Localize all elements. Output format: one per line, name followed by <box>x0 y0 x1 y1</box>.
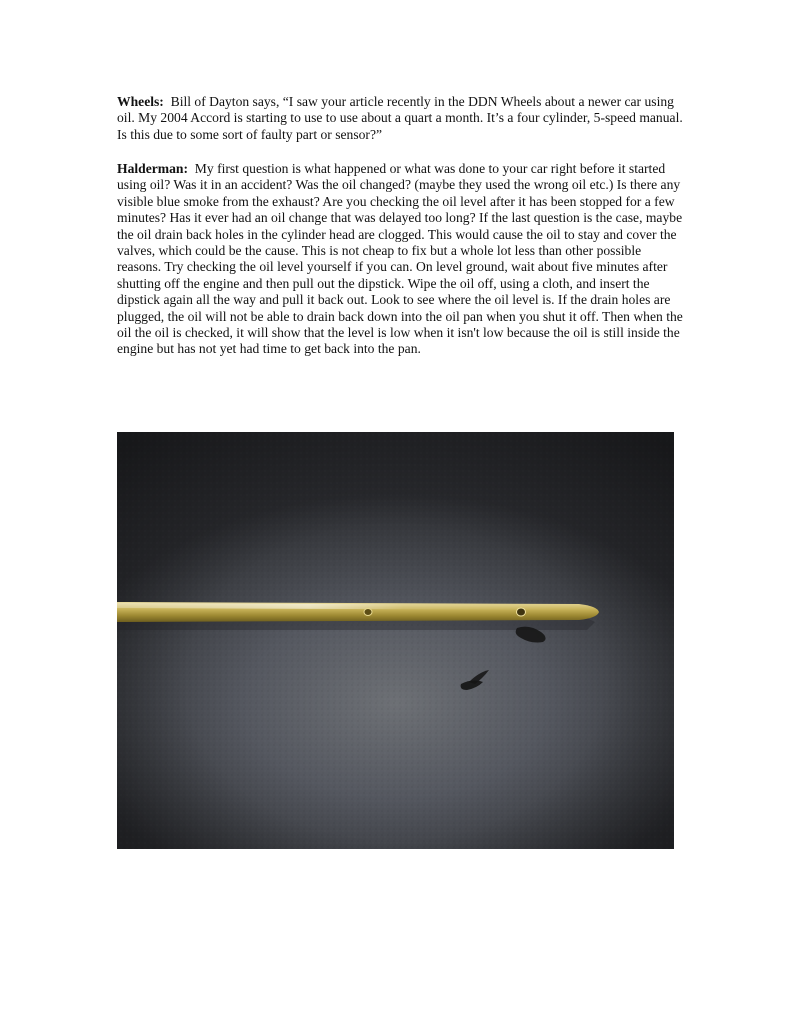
halderman-label: Halderman: <box>117 161 188 176</box>
dipstick-illustration <box>117 432 674 849</box>
wheels-text: Bill of Dayton says, “I saw your article recently in the DDN Wheels about a newer car using oil. My 2004 Accord is starting to use to use about a quart a month. It’s a four cylinder, 5-speed manual. Is this due to some sort of faulty part or sensor?” <box>117 94 683 142</box>
wheels-label: Wheels: <box>117 94 164 109</box>
photo-vignette <box>117 432 674 849</box>
halderman-paragraph <box>117 161 687 358</box>
dipstick-hole-lower <box>517 608 526 616</box>
dipstick-photo <box>117 432 674 849</box>
halderman-text: My first question is what happened or what was done to your car right before it started using oil? Was it in an accident? Was the oil changed? (maybe they used the wrong oil etc.) Is there any visible blue smoke from the exhaust? Are you checking the oil level after it has been stopped for a few minutes? Has it ever had an oil change that was delayed too long? If the last question is the case, maybe the oil drain back holes in the cylinder head are clogged. This would cause the oil to stay and cover the valves, which could be the cause. This is not cheap to fix but a whole lot less than other possible reasons. Try checking the oil level yourself if you can. On level ground, wait about five minutes after shutting off the engine and then pull out the dipstick. Wipe the oil off, using a cloth, and insert the dipstick again all the way and pull it back out. Look to see where the oil level is. If the drain holes are plugged, the oil will not be able to drain back down into the oil pan when you shut it off. Then when the oil the oil is checked, it will show that the level is low when it isn't low because the oil is still inside the engine but has not yet had time to get back into the pan. <box>117 161 683 357</box>
dipstick-hole-upper <box>364 609 372 616</box>
wheels-paragraph <box>117 94 687 143</box>
